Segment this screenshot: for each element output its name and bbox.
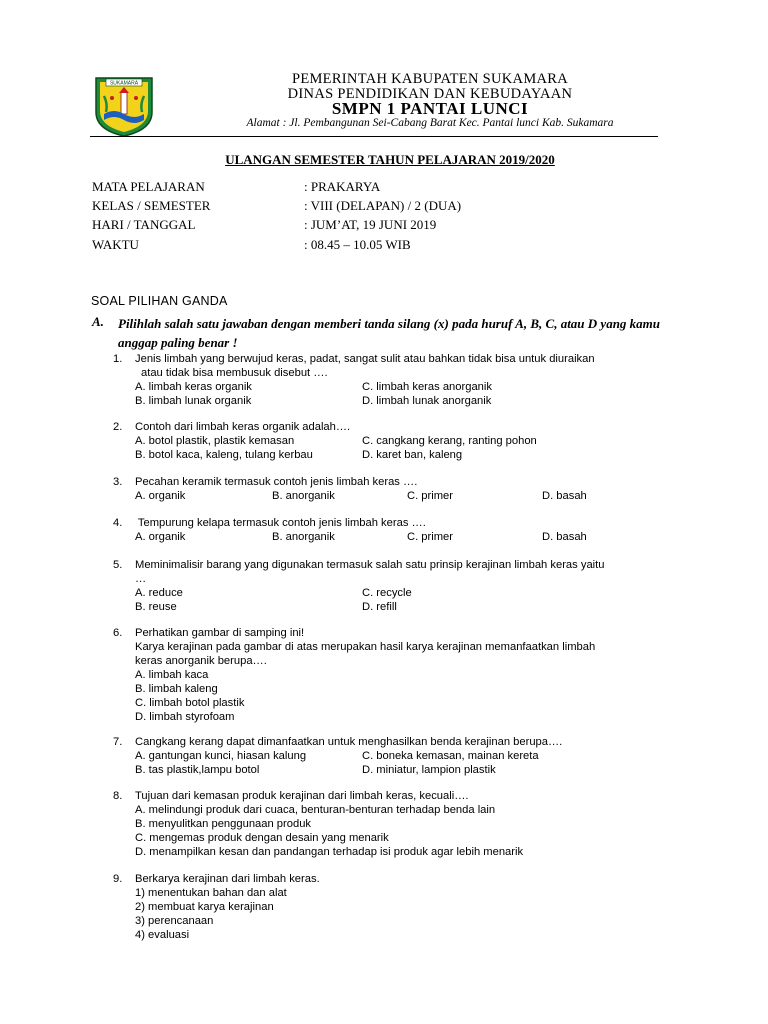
question-text: Perhatikan gambar di samping ini! [135, 627, 305, 639]
option-c[interactable]: C. limbah botol plastik [135, 697, 245, 709]
question-number: 4. [113, 517, 123, 529]
regency-emblem-logo [92, 72, 156, 138]
option-a[interactable]: A. melindungi produk dari cuaca, benturan-benturan terhadap benda lain [135, 804, 496, 816]
kop-department: DINAS PENDIDIKAN DAN KEBUDAYAAN [287, 86, 573, 102]
question-number: 9. [113, 873, 123, 885]
question-number: 2. [113, 421, 123, 433]
instruction-text [118, 314, 678, 352]
question-8 [113, 789, 673, 859]
question-7 [113, 735, 673, 777]
kop-school-name: SMPN 1 PANTAI LUNCI [331, 99, 529, 118]
kop-address: Alamat : Jl. Pembangunan Sei-Cabang Barat Kec. Pantai lunci Kab. Sukamara [246, 117, 614, 129]
option-b[interactable]: B. botol kaca, kaleng, tulang kerbau [135, 449, 313, 461]
kop-government: PEMERINTAH KABUPATEN SUKAMARA [291, 71, 569, 87]
option-a[interactable]: A. reduce [135, 587, 183, 599]
option-d[interactable]: D. refill [362, 601, 397, 613]
meta-value-time: : 08.45 – 10.05 WIB [304, 237, 411, 252]
question-number: 7. [113, 736, 123, 748]
option-b[interactable]: B. menyulitkan penggunaan produk [135, 818, 312, 830]
letterhead-divider [90, 136, 658, 137]
option-b[interactable]: B. anorganik [272, 531, 335, 543]
instruction-body: Pilihlah salah satu jawaban dengan memberi tanda silang (x) pada huruf A, B, C, atau D yang kamu anggap paling benar ! [118, 316, 661, 350]
step-item: 4) evaluasi [135, 929, 190, 941]
question-text: keras anorganik berupa…. [135, 655, 267, 667]
section-title: SOAL PILIHAN GANDA [91, 294, 228, 308]
meta-value-class: : VIII (DELAPAN) / 2 (DUA) [304, 198, 462, 213]
question-text: Pecahan keramik termasuk contoh jenis limbah keras …. [135, 476, 418, 488]
question-text: Contoh dari limbah keras organik adalah…. [135, 421, 351, 433]
step-item: 3) perencanaan [135, 915, 214, 927]
option-c[interactable]: C. boneka kemasan, mainan kereta [362, 750, 539, 762]
meta-label-time: WAKTU [92, 237, 139, 252]
option-d[interactable]: D. limbah lunak anorganik [362, 395, 492, 407]
question-2 [113, 420, 673, 462]
option-b[interactable]: B. reuse [135, 601, 177, 613]
question-text: Berkarya kerajinan dari limbah keras. [135, 873, 320, 885]
option-a[interactable]: A. organik [135, 490, 186, 502]
option-b[interactable]: B. tas plastik,lampu botol [135, 764, 260, 776]
question-text: Tujuan dari kemasan produk kerajinan dari limbah keras, kecuali…. [135, 790, 469, 802]
option-a[interactable]: A. limbah keras organik [135, 381, 252, 393]
logo-banner-text: SUKAMARA [109, 80, 139, 87]
option-d[interactable]: D. basah [542, 490, 587, 502]
option-b[interactable]: B. anorganik [272, 490, 335, 502]
question-text: atau tidak bisa membusuk disebut …. [141, 367, 328, 379]
question-number: 5. [113, 559, 123, 571]
question-1 [113, 352, 673, 408]
option-c[interactable]: C. limbah keras anorganik [362, 381, 492, 393]
option-c[interactable]: C. primer [407, 531, 453, 543]
option-d[interactable]: D. basah [542, 531, 587, 543]
question-5 [113, 558, 673, 614]
option-a[interactable]: A. limbah kaca [135, 669, 209, 681]
question-text: Jenis limbah yang berwujud keras, padat, sangat sulit atau bahkan tidak bisa untuk diuraikan [135, 353, 595, 365]
question-text: Karya kerajinan pada gambar di atas merupakan hasil karya kerajinan memanfaatkan limbah [135, 641, 596, 653]
meta-label-date: HARI / TANGGAL [92, 217, 196, 232]
question-number: 8. [113, 790, 123, 802]
option-a[interactable]: A. gantungan kunci, hiasan kalung [135, 750, 307, 762]
option-d[interactable]: D. limbah styrofoam [135, 711, 235, 723]
question-number: 3. [113, 476, 123, 488]
option-c[interactable]: C. recycle [362, 587, 412, 599]
instruction-letter: A. [92, 314, 104, 329]
option-b[interactable]: B. limbah kaleng [135, 683, 218, 695]
question-6 [113, 626, 673, 724]
question-number: 6. [113, 627, 123, 639]
question-3 [113, 475, 673, 503]
meta-value-date: : JUM’AT, 19 JUNI 2019 [304, 217, 437, 232]
option-d[interactable]: D. karet ban, kaleng [362, 449, 463, 461]
question-text: Tempurung kelapa termasuk contoh jenis limbah keras …. [135, 517, 426, 529]
question-text: Meminimalisir barang yang digunakan termasuk salah satu prinsip kerajinan limbah keras yaitu [135, 559, 605, 571]
option-a[interactable]: A. organik [135, 531, 186, 543]
question-text: Cangkang kerang dapat dimanfaatkan untuk menghasilkan benda kerajinan berupa…. [135, 736, 563, 748]
step-item: 1) menentukan bahan dan alat [135, 887, 287, 899]
question-4 [113, 516, 673, 544]
question-9 [113, 872, 673, 942]
meta-label-class: KELAS / SEMESTER [92, 198, 211, 213]
option-c[interactable]: C. cangkang kerang, ranting pohon [362, 435, 537, 447]
option-d[interactable]: D. miniatur, lampion plastik [362, 764, 496, 776]
option-a[interactable]: A. botol plastik, plastik kemasan [135, 435, 295, 447]
exam-title: ULANGAN SEMESTER TAHUN PELAJARAN 2019/2020 [225, 152, 555, 167]
option-d[interactable]: D. menampilkan kesan dan pandangan terhadap isi produk agar lebih menarik [135, 846, 524, 858]
option-c[interactable]: C. mengemas produk dengan desain yang menarik [135, 832, 389, 844]
question-text: … [135, 573, 147, 585]
option-c[interactable]: C. primer [407, 490, 453, 502]
meta-label-subject: MATA PELAJARAN [92, 179, 205, 194]
question-number: 1. [113, 353, 123, 365]
meta-value-subject: : PRAKARYA [304, 179, 381, 194]
option-b[interactable]: B. limbah lunak organik [135, 395, 252, 407]
step-item: 2) membuat karya kerajinan [135, 901, 274, 913]
